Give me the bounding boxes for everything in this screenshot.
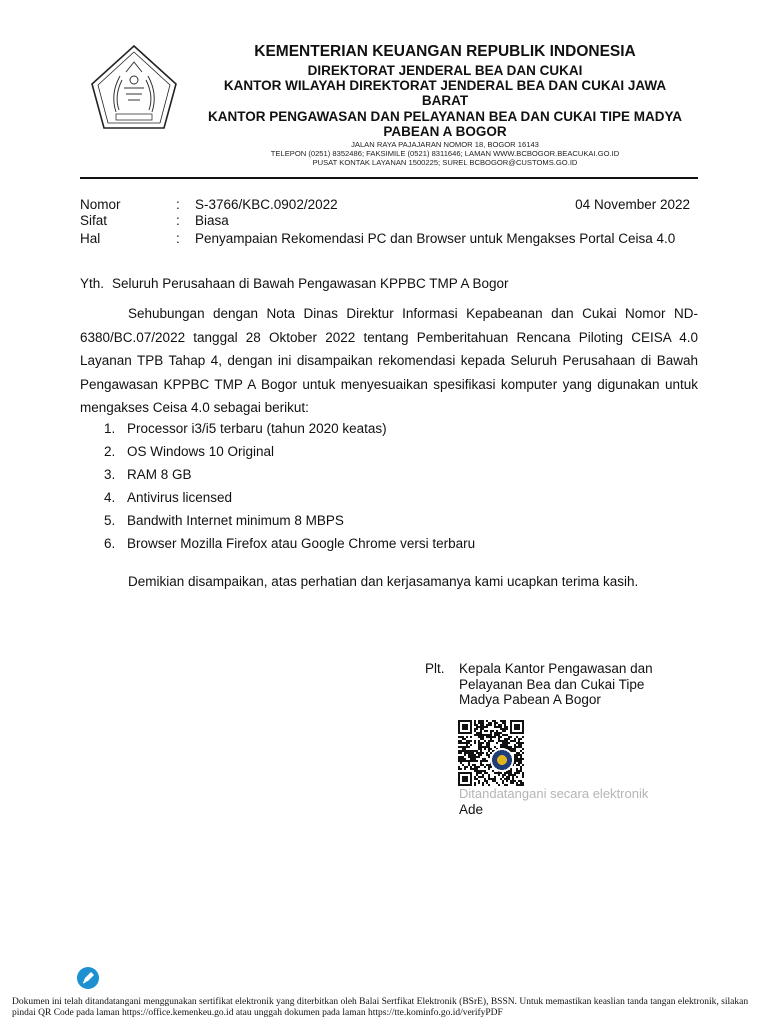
recipient-line: [80, 276, 509, 291]
ministry-of-finance-emblem-icon: [86, 42, 182, 138]
list-item-number: 2.: [104, 444, 116, 459]
signatory-title: [459, 661, 699, 708]
sifat-value: Biasa: [195, 213, 229, 228]
list-item: [104, 489, 475, 512]
recipient-text: Seluruh Perusahaan di Bawah Pengawasan KPPBC TMP A Bogor: [112, 276, 509, 291]
plt-label: Plt.: [425, 661, 445, 676]
list-item: [104, 512, 475, 535]
list-item-number: 4.: [104, 490, 116, 505]
office-service-contact: PUSAT KONTAK LAYANAN 1500225; SUREL BCBOGOR@CUSTOMS.GO.ID: [312, 158, 578, 167]
nomor-colon: :: [176, 197, 180, 212]
list-item-text: OS Windows 10 Original: [127, 444, 275, 459]
list-item-number: 6.: [104, 536, 116, 551]
sifat-label: Sifat: [80, 213, 108, 228]
office-address: JALAN RAYA PAJAJARAN NOMOR 18, BOGOR 16143: [351, 140, 539, 149]
hal-value: Penyampaian Rekomendasi PC dan Browser untuk Mengakses Portal Ceisa 4.0: [195, 231, 676, 246]
requirements-list: [104, 420, 475, 558]
body-paragraph: Sehubungan dengan Nota Dinas Direktur Informasi Kepabeanan dan Cukai Nomor ND-6380/BC.07/2022 tanggal 28 Oktober 2022 tentang Pemberitahuan Rencana Piloting CEISA 4.0 Layanan TPB Tahap 4, dengan ini disampaikan rekomendasi kepada Seluruh Perusahaan di Bawah Pengawasan KPPBC TMP A Bogor untuk menyesuaikan spesifikasi komputer yang digunakan untuk mengakses Ceisa 4.0 sebagai berikut:: [80, 306, 698, 415]
list-item-number: 1.: [104, 421, 116, 436]
directorate-heading: [200, 63, 690, 108]
nomor-label: Nomor: [80, 197, 121, 212]
footer-disclaimer: Dokumen ini telah ditandatangani menggunakan sertifikat elektronik yang diterbitkan oleh Balai Sertfikat Elektronik (BSrE), BSSN. Untuk memastikan keaslian tanda tangan elektronik, silakan pindai QR Code pada laman https://office.kemenkeu.go.id atau unggah dokumen pada laman https://tte.kominfo.go.id/verifyPDF: [12, 997, 749, 1018]
closing-sentence: Demikian disampaikan, atas perhatian dan kerjasamanya kami ucapkan terima kasih.: [128, 574, 639, 589]
hal-label: Hal: [80, 231, 101, 246]
bsre-pen-icon: [76, 966, 100, 990]
letter-date: 04 November 2022: [575, 197, 690, 212]
list-item-text: Bandwith Internet minimum 8 MBPS: [127, 513, 344, 528]
list-item-text: Browser Mozilla Firefox atau Google Chrome versi terbaru: [127, 536, 476, 551]
qr-code-icon[interactable]: [458, 720, 524, 786]
signatory-name: Ade: [459, 802, 484, 817]
list-item: [104, 535, 475, 558]
office-heading: KANTOR PENGAWASAN DAN PELAYANAN BEA DAN CUKAI TIPE MADYA PABEAN A BOGOR: [207, 109, 683, 139]
list-item-number: 5.: [104, 513, 116, 528]
list-item: [104, 443, 475, 466]
letterhead-divider: [80, 177, 698, 179]
list-item: [104, 466, 475, 489]
signatory-title-line: Pelayanan Bea dan Cukai Tipe: [459, 676, 645, 692]
signatory-title-line: Kepala Kantor Pengawasan dan: [459, 661, 653, 676]
nomor-value: S-3766/KBC.0902/2022: [195, 197, 338, 212]
directorate-name: DIREKTORAT JENDERAL BEA DAN CUKAI: [307, 63, 583, 78]
electronic-signature-label: Ditandatangani secara elektronik: [459, 786, 649, 801]
list-item-number: 3.: [104, 467, 116, 482]
list-item-text: RAM 8 GB: [127, 467, 192, 482]
regional-office-name: KANTOR WILAYAH DIREKTORAT JENDERAL BEA DAN CUKAI JAWA BARAT: [223, 78, 667, 108]
list-item-text: Processor i3/i5 terbaru (tahun 2020 keatas): [127, 421, 387, 436]
sifat-colon: :: [176, 213, 180, 228]
signatory-title-line: Madya Pabean A Bogor: [459, 692, 601, 707]
list-item: [104, 420, 475, 443]
hal-colon: :: [176, 231, 180, 246]
list-item-text: Antivirus licensed: [127, 490, 233, 505]
ministry-heading: KEMENTERIAN KEUANGAN REPUBLIK INDONESIA: [254, 43, 636, 60]
office-contact: TELEPON (0251) 8352486; FAKSIMILE (0521) 8311646; LAMAN WWW.BCBOGOR.BEACUKAI.GO.ID: [270, 149, 620, 158]
recipient-prefix: Yth.: [80, 276, 105, 291]
